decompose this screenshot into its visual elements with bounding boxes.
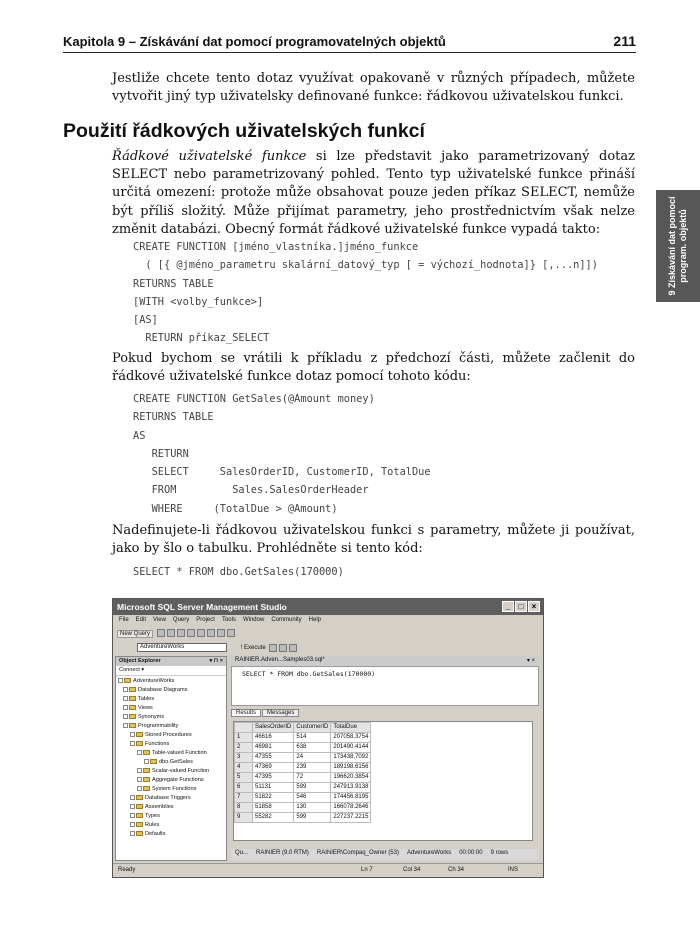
minimize-button[interactable]: _ <box>502 601 514 612</box>
tree-node[interactable]: Functions <box>118 740 224 749</box>
tree-node[interactable]: Tables <box>118 695 224 704</box>
folder-icon <box>136 804 143 809</box>
section-heading: Použití řádkových uživatelských funkcí <box>63 120 425 142</box>
execute-button[interactable]: ! Execute <box>240 645 266 652</box>
tree-node[interactable]: Synonyms <box>118 713 224 722</box>
side-tab-line2: program. objektů <box>678 209 688 283</box>
cell[interactable]: 55282 <box>253 813 294 823</box>
code-line: RETURN příkaz_SELECT <box>133 332 270 345</box>
object-explorer-title: Object Explorer <box>119 658 161 664</box>
cell[interactable]: 201490.4144 <box>331 743 371 753</box>
header-rule <box>63 52 636 53</box>
cell[interactable]: 239 <box>294 763 331 773</box>
tree-node[interactable]: Stored Procedures <box>118 731 224 740</box>
database-icon <box>124 678 131 683</box>
table-row <box>235 803 371 813</box>
maximize-button[interactable]: □ <box>515 601 527 612</box>
query-editor[interactable]: SELECT * FROM dbo.GetSales(170000) <box>231 666 539 706</box>
folder-icon <box>143 777 150 782</box>
tree-node[interactable]: Assemblies <box>118 803 224 812</box>
window-title: Microsoft SQL Server Management Studio <box>117 602 287 612</box>
cell[interactable]: 546 <box>294 793 331 803</box>
folder-icon <box>136 732 143 737</box>
cell[interactable]: 166078.2646 <box>331 803 371 813</box>
code-line: SELECT SalesOrderID, CustomerID, TotalDue <box>133 466 431 479</box>
folder-icon <box>129 723 136 728</box>
paste-icon[interactable] <box>197 629 205 637</box>
window-titlebar <box>113 599 543 615</box>
folder-icon <box>143 786 150 791</box>
connect-button[interactable]: Connect ▾ <box>116 666 226 676</box>
server-name: RAINIER (9.0 RTM) <box>256 850 309 856</box>
status-col: Col 34 <box>403 867 421 873</box>
table-row <box>235 773 371 783</box>
chapter-thumb-tab <box>656 190 700 302</box>
folder-icon <box>136 822 143 827</box>
tree-node[interactable]: Aggregate Functions <box>118 776 224 785</box>
code-line: ( [{ @jméno_parametru skalární_datový_typ [ = výchozí_hodnota]} [,...n]]) <box>133 259 598 272</box>
close-button[interactable]: × <box>528 601 540 612</box>
cell[interactable]: 46981 <box>253 743 294 753</box>
cell[interactable]: 247913.9138 <box>331 783 371 793</box>
column-header[interactable]: TotalDue <box>331 723 371 733</box>
menu-query[interactable]: Query <box>172 617 190 623</box>
code-line: [AS] <box>133 314 158 327</box>
status-ch: Ch 34 <box>448 867 465 873</box>
user-name: RAINIER\Compaq_Owner (53) <box>316 850 399 856</box>
cell[interactable]: 174456.8195 <box>331 793 371 803</box>
folder-icon <box>136 831 143 836</box>
cell[interactable]: 47369 <box>253 763 294 773</box>
menu-window[interactable]: Window <box>242 617 265 623</box>
folder-icon <box>129 687 136 692</box>
status-ready: Ready <box>118 867 136 873</box>
db-name: AdventureWorks <box>406 850 452 856</box>
row-number[interactable]: 5 <box>235 773 253 783</box>
folder-icon <box>129 714 136 719</box>
code-block-1 <box>133 238 598 348</box>
paragraph-1 <box>112 148 635 239</box>
cell[interactable]: 599 <box>294 783 331 793</box>
folder-icon <box>136 741 143 746</box>
results-tab[interactable]: Results <box>231 709 261 717</box>
intro-paragraph: Jestliže chcete tento dotaz využívat opakovaně v různých případech, můžete vytvořit jiný typ uživatelsky definované funkce: řádkovou uživatelskou funkci. <box>112 71 635 105</box>
comment-icon[interactable] <box>289 644 297 652</box>
menu-bar <box>113 615 543 627</box>
code-line: AS <box>133 429 146 442</box>
status-bar <box>113 863 543 877</box>
menu-project[interactable]: Project <box>196 617 215 623</box>
query-tab-label: RAINIER.Adven...Samples03.sql* <box>235 657 325 663</box>
function-icon <box>150 759 157 764</box>
undo-icon[interactable] <box>207 629 215 637</box>
row-count: 9 rows <box>490 850 509 856</box>
copy-icon[interactable] <box>187 629 195 637</box>
cell[interactable]: 47395 <box>253 773 294 783</box>
query-status-bar <box>231 849 539 860</box>
code-line: RETURNS TABLE <box>133 411 214 424</box>
folder-icon <box>136 813 143 818</box>
cell[interactable]: 638 <box>294 743 331 753</box>
row-number[interactable]: 8 <box>235 803 253 813</box>
row-number[interactable]: 3 <box>235 753 253 763</box>
code-block-3: SELECT * FROM dbo.GetSales(170000) <box>133 566 344 578</box>
redo-icon[interactable] <box>217 629 225 637</box>
tree-node[interactable]: Defaults <box>118 830 224 839</box>
messages-tab[interactable]: Messages <box>262 709 299 717</box>
menu-view[interactable]: View <box>153 617 166 623</box>
paragraph-3: Nadefinujete-li řádkovou uživatelskou funkci s parametry, můžete ji používat, jako by šlo o tabulku. Prohlédněte si tento kód: <box>112 523 635 557</box>
tree-node[interactable]: Views <box>118 704 224 713</box>
menu-help[interactable]: Help <box>308 617 321 623</box>
code-line: RETURN <box>133 447 189 460</box>
cell[interactable]: 51858 <box>253 803 294 813</box>
connect-label: Connect <box>119 667 140 673</box>
save-icon[interactable] <box>167 629 175 637</box>
cell[interactable]: 72 <box>294 773 331 783</box>
cell[interactable]: 207058.3754 <box>331 733 371 743</box>
folder-icon <box>143 768 150 773</box>
cell[interactable]: 514 <box>294 733 331 743</box>
parse-icon[interactable] <box>269 644 277 652</box>
table-row <box>235 763 371 773</box>
results-to-grid-icon[interactable] <box>279 644 287 652</box>
object-explorer <box>115 656 227 861</box>
code-line: CREATE FUNCTION GetSales(@Amount money) <box>133 393 375 405</box>
column-header[interactable]: CustomerID <box>294 723 331 733</box>
table-row <box>235 743 371 753</box>
corner-cell <box>235 723 253 733</box>
tree-node[interactable]: Scalar-valued Function <box>118 767 224 776</box>
ssms-screenshot <box>112 598 544 878</box>
cell[interactable]: 189198.6156 <box>331 763 371 773</box>
object-tree <box>116 676 226 840</box>
menu-community[interactable]: Community <box>271 617 302 623</box>
results-grid <box>233 721 533 841</box>
folder-icon <box>143 750 150 755</box>
table-row <box>235 753 371 763</box>
column-header[interactable]: SalesOrderID <box>253 723 294 733</box>
row-number[interactable]: 2 <box>235 743 253 753</box>
object-explorer-header <box>116 657 226 666</box>
elapsed-time: 00:00:00 <box>459 850 483 856</box>
cell[interactable]: 51822 <box>253 793 294 803</box>
database-select[interactable]: AdventureWorks <box>137 643 227 652</box>
tree-node[interactable]: AdventureWorks <box>118 677 224 686</box>
cell[interactable]: 196620.3854 <box>331 773 371 783</box>
tree-node[interactable]: System Functions <box>118 785 224 794</box>
status-line: Ln 7 <box>361 867 373 873</box>
code-line: CREATE FUNCTION [jméno_vlastníka.]jméno_funkce <box>133 241 419 253</box>
paragraph-1-text: si lze představit jako parametrizovaný dotaz SELECT nebo parametrizovaný pohled. Tento typ uživatelské funkce přináší určitá omezení: protože může obsahovat pouze jeden příkaz SELECT, nemůže být příliš složitý. Může přijímat parametry, jeho prostřednictvím však nelze změnit databázi. Obecný formát řádkové uživatelské funkce vypadá takto: <box>112 149 635 237</box>
row-number[interactable]: 6 <box>235 783 253 793</box>
code-line: [WITH <volby_funkce>] <box>133 295 264 308</box>
cell[interactable]: 130 <box>294 803 331 813</box>
tree-node[interactable]: Table-valued Function <box>118 749 224 758</box>
folder-icon <box>129 705 136 710</box>
tree-node[interactable]: Programmability <box>118 722 224 731</box>
menu-edit[interactable]: Edit <box>135 617 147 623</box>
row-number[interactable]: 9 <box>235 813 253 823</box>
code-line: WHERE (TotalDue > @Amount) <box>133 502 338 515</box>
side-tab-line1: 9 Získávání dat pomocí <box>667 196 677 296</box>
row-number[interactable]: 7 <box>235 793 253 803</box>
term: Řádkové uživatelské funkce <box>112 149 307 164</box>
cell[interactable]: 24 <box>294 753 331 763</box>
row-number[interactable]: 4 <box>235 763 253 773</box>
status-ins: INS <box>508 867 519 873</box>
query-tab[interactable] <box>231 656 539 666</box>
row-number[interactable]: 1 <box>235 733 253 743</box>
cell[interactable]: 227237.2215 <box>331 813 371 823</box>
chapter-title: Kapitola 9 – Získávání dat pomocí programovatelných objektů <box>63 34 446 49</box>
table-row <box>235 733 371 743</box>
menu-file[interactable]: File <box>119 617 129 623</box>
code-block-2 <box>133 390 431 518</box>
header-row <box>235 723 371 733</box>
new-query-button[interactable]: New Query <box>117 630 153 638</box>
cell[interactable]: 46616 <box>253 733 294 743</box>
running-header <box>63 32 636 52</box>
code-line: FROM Sales.SalesOrderHeader <box>133 484 369 497</box>
table-row <box>235 783 371 793</box>
results-tabs <box>231 709 300 719</box>
query-state: Qu... <box>235 850 249 856</box>
tree-node[interactable]: dbo.GetSales <box>118 758 224 767</box>
cell[interactable]: 47355 <box>253 753 294 763</box>
tree-node[interactable]: Rules <box>118 821 224 830</box>
menu-tools[interactable]: Tools <box>221 617 236 623</box>
cell[interactable]: 173438.7092 <box>331 753 371 763</box>
results-table <box>234 722 371 823</box>
folder-icon <box>136 795 143 800</box>
pin-icon[interactable]: ▾ ⊓ × <box>209 658 223 664</box>
code-line: RETURNS TABLE <box>133 277 214 290</box>
properties-icon[interactable] <box>227 629 235 637</box>
execute-label: Execute <box>244 645 266 652</box>
cell[interactable]: 51131 <box>253 783 294 793</box>
tree-node[interactable]: Types <box>118 812 224 821</box>
folder-icon <box>129 696 136 701</box>
table-row <box>235 813 371 823</box>
sql-editor-toolbar <box>113 641 543 655</box>
open-icon[interactable] <box>157 629 165 637</box>
paragraph-2: Pokud bychom se vrátili k příkladu z předchozí části, můžete začlenit do řádkové uživatelské funkce dotaz pomocí tohoto kódu: <box>112 351 635 385</box>
standard-toolbar <box>113 627 543 641</box>
close-tab-icon[interactable]: ▾ × <box>526 658 535 664</box>
cell[interactable]: 599 <box>294 813 331 823</box>
tree-node[interactable]: Database Diagrams <box>118 686 224 695</box>
page-number: 211 <box>613 33 636 49</box>
tree-node[interactable]: Database Triggers <box>118 794 224 803</box>
table-row <box>235 793 371 803</box>
save-all-icon[interactable] <box>177 629 185 637</box>
